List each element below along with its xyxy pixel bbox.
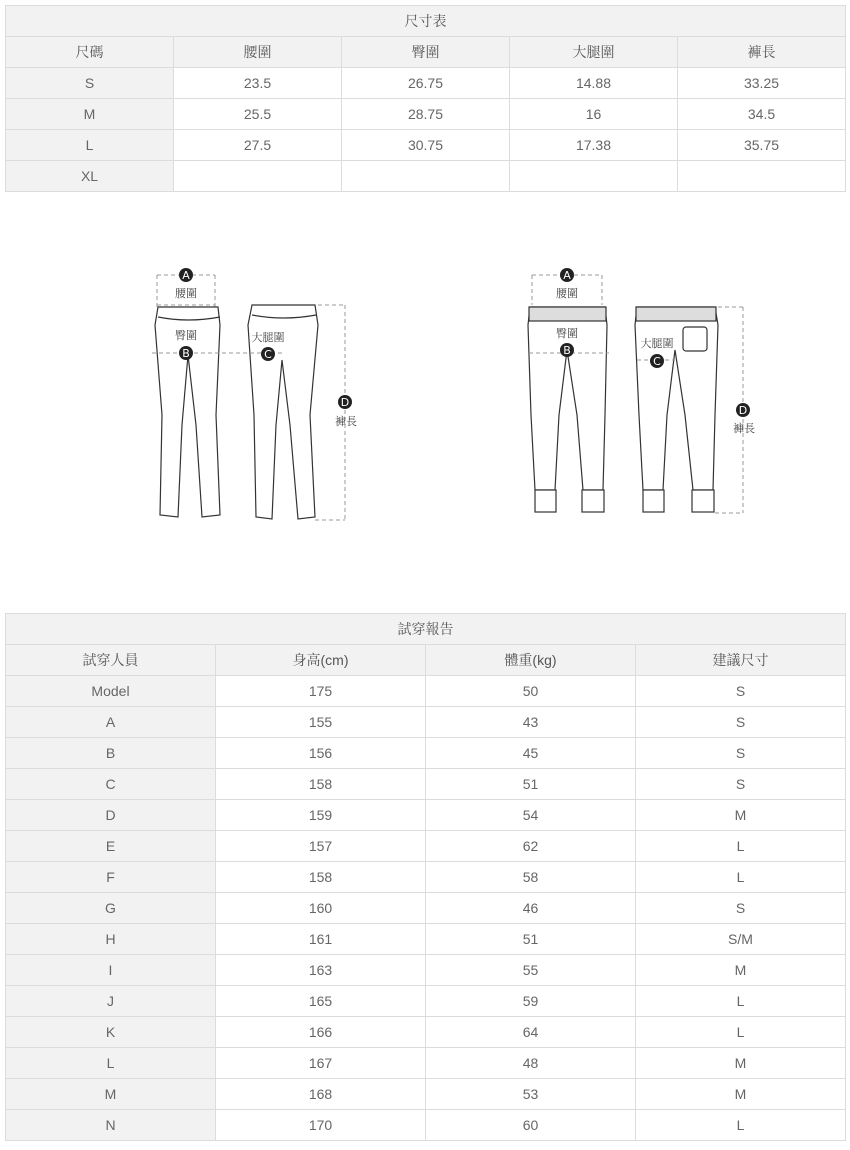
size-cell: S bbox=[636, 893, 846, 924]
weight-cell: 60 bbox=[426, 1110, 636, 1141]
size-cell: L bbox=[636, 862, 846, 893]
height-cell: 158 bbox=[216, 769, 426, 800]
weight-cell: 62 bbox=[426, 831, 636, 862]
length-cell: 34.5 bbox=[678, 99, 846, 130]
table-row bbox=[6, 1110, 846, 1141]
height-cell: 155 bbox=[216, 707, 426, 738]
marker-a-letter: A bbox=[563, 269, 571, 282]
thigh-cell: 16 bbox=[510, 99, 678, 130]
tester-cell: A bbox=[6, 707, 216, 738]
hip-cell bbox=[342, 161, 510, 192]
jogger-illustration bbox=[525, 265, 765, 520]
table-row bbox=[6, 738, 846, 769]
tester-cell: Model bbox=[6, 676, 216, 707]
thigh-cell bbox=[510, 161, 678, 192]
table-row bbox=[6, 893, 846, 924]
header-size: 尺碼 bbox=[6, 37, 174, 68]
size-chart-title-row bbox=[6, 6, 846, 37]
hip-cell: 26.75 bbox=[342, 68, 510, 99]
weight-cell: 55 bbox=[426, 955, 636, 986]
weight-cell: 51 bbox=[426, 769, 636, 800]
height-cell: 167 bbox=[216, 1048, 426, 1079]
height-cell: 157 bbox=[216, 831, 426, 862]
weight-cell: 59 bbox=[426, 986, 636, 1017]
table-row bbox=[6, 161, 846, 192]
leggings-measurement-diagram bbox=[150, 265, 370, 530]
header-weight: 體重(kg) bbox=[426, 645, 636, 676]
height-cell: 175 bbox=[216, 676, 426, 707]
size-cell: L bbox=[6, 130, 174, 161]
size-cell: S bbox=[636, 738, 846, 769]
header-height: 身高(cm) bbox=[216, 645, 426, 676]
table-row bbox=[6, 769, 846, 800]
thigh-cell: 17.38 bbox=[510, 130, 678, 161]
waist-cell: 23.5 bbox=[174, 68, 342, 99]
table-row bbox=[6, 1048, 846, 1079]
height-cell: 163 bbox=[216, 955, 426, 986]
table-row bbox=[6, 986, 846, 1017]
length-cell: 35.75 bbox=[678, 130, 846, 161]
weight-cell: 53 bbox=[426, 1079, 636, 1110]
table-row bbox=[6, 68, 846, 99]
table-row bbox=[6, 831, 846, 862]
height-cell: 168 bbox=[216, 1079, 426, 1110]
thigh-label: 大腿圍 bbox=[251, 331, 285, 344]
size-chart-table bbox=[5, 5, 846, 192]
marker-c bbox=[261, 347, 275, 361]
hip-cell: 30.75 bbox=[342, 130, 510, 161]
size-cell: M bbox=[636, 955, 846, 986]
size-cell: L bbox=[636, 986, 846, 1017]
tester-cell: I bbox=[6, 955, 216, 986]
weight-cell: 43 bbox=[426, 707, 636, 738]
hip-label: 臀圍 bbox=[556, 327, 578, 340]
weight-cell: 54 bbox=[426, 800, 636, 831]
table-row bbox=[6, 800, 846, 831]
waist-cell bbox=[174, 161, 342, 192]
height-cell: 170 bbox=[216, 1110, 426, 1141]
size-cell: L bbox=[636, 1017, 846, 1048]
size-chart-header-row bbox=[6, 37, 846, 68]
header-hip: 臀圍 bbox=[342, 37, 510, 68]
table-row bbox=[6, 862, 846, 893]
header-thigh: 大腿圍 bbox=[510, 37, 678, 68]
size-cell: M bbox=[636, 800, 846, 831]
height-cell: 166 bbox=[216, 1017, 426, 1048]
header-length: 褲長 bbox=[678, 37, 846, 68]
size-cell: S bbox=[636, 707, 846, 738]
marker-c-letter: C bbox=[264, 348, 272, 361]
tester-cell: L bbox=[6, 1048, 216, 1079]
hip-label: 臀圍 bbox=[175, 329, 197, 342]
height-cell: 156 bbox=[216, 738, 426, 769]
length-cell bbox=[678, 161, 846, 192]
marker-c-letter: C bbox=[653, 355, 661, 368]
waist-label: 腰圍 bbox=[175, 287, 197, 300]
table-row bbox=[6, 955, 846, 986]
weight-cell: 48 bbox=[426, 1048, 636, 1079]
marker-d bbox=[736, 403, 750, 417]
table-row bbox=[6, 1079, 846, 1110]
tester-cell: M bbox=[6, 1079, 216, 1110]
size-cell: M bbox=[636, 1079, 846, 1110]
size-cell: XL bbox=[6, 161, 174, 192]
table-row bbox=[6, 676, 846, 707]
header-waist: 腰圍 bbox=[174, 37, 342, 68]
marker-b bbox=[179, 346, 193, 360]
weight-cell: 46 bbox=[426, 893, 636, 924]
size-cell: L bbox=[636, 1110, 846, 1141]
length-cell: 33.25 bbox=[678, 68, 846, 99]
marker-b-letter: B bbox=[182, 347, 190, 360]
length-label: 褲長 bbox=[335, 415, 357, 428]
tester-cell: C bbox=[6, 769, 216, 800]
tester-cell: G bbox=[6, 893, 216, 924]
size-cell: L bbox=[636, 831, 846, 862]
fit-report-header-row bbox=[6, 645, 846, 676]
weight-cell: 45 bbox=[426, 738, 636, 769]
size-cell: S bbox=[636, 676, 846, 707]
fit-report-title: 試穿報告 bbox=[6, 614, 846, 645]
header-recommended-size: 建議尺寸 bbox=[636, 645, 846, 676]
fit-report-table bbox=[5, 613, 846, 1141]
hip-cell: 28.75 bbox=[342, 99, 510, 130]
tester-cell: D bbox=[6, 800, 216, 831]
marker-a bbox=[560, 268, 574, 282]
marker-d-letter: D bbox=[340, 396, 350, 409]
tester-cell: J bbox=[6, 986, 216, 1017]
fit-report-title-row bbox=[6, 614, 846, 645]
size-cell: S bbox=[636, 769, 846, 800]
size-cell: S/M bbox=[636, 924, 846, 955]
size-chart-title: 尺寸表 bbox=[6, 6, 846, 37]
thigh-label: 大腿圍 bbox=[640, 337, 674, 350]
height-cell: 160 bbox=[216, 893, 426, 924]
table-row bbox=[6, 130, 846, 161]
weight-cell: 50 bbox=[426, 676, 636, 707]
marker-d bbox=[338, 395, 352, 409]
tester-cell: K bbox=[6, 1017, 216, 1048]
waist-cell: 27.5 bbox=[174, 130, 342, 161]
marker-b bbox=[560, 343, 574, 357]
marker-a bbox=[179, 268, 193, 282]
size-cell: S bbox=[6, 68, 174, 99]
weight-cell: 64 bbox=[426, 1017, 636, 1048]
marker-b-letter: B bbox=[563, 344, 571, 357]
weight-cell: 58 bbox=[426, 862, 636, 893]
size-cell: M bbox=[6, 99, 174, 130]
tester-cell: E bbox=[6, 831, 216, 862]
length-label: 褲長 bbox=[733, 422, 755, 435]
table-row bbox=[6, 99, 846, 130]
height-cell: 159 bbox=[216, 800, 426, 831]
height-cell: 161 bbox=[216, 924, 426, 955]
marker-a-letter: A bbox=[182, 269, 190, 282]
waist-label: 腰圍 bbox=[556, 287, 578, 300]
tester-cell: N bbox=[6, 1110, 216, 1141]
weight-cell: 51 bbox=[426, 924, 636, 955]
marker-c bbox=[650, 354, 664, 368]
height-cell: 165 bbox=[216, 986, 426, 1017]
size-cell: M bbox=[636, 1048, 846, 1079]
tester-cell: H bbox=[6, 924, 216, 955]
jogger-measurement-diagram bbox=[525, 265, 765, 520]
table-row bbox=[6, 1017, 846, 1048]
waist-cell: 25.5 bbox=[174, 99, 342, 130]
header-tester: 試穿人員 bbox=[6, 645, 216, 676]
table-row bbox=[6, 924, 846, 955]
tester-cell: F bbox=[6, 862, 216, 893]
thigh-cell: 14.88 bbox=[510, 68, 678, 99]
tester-cell: B bbox=[6, 738, 216, 769]
height-cell: 158 bbox=[216, 862, 426, 893]
leggings-illustration bbox=[150, 265, 370, 530]
marker-d-letter: D bbox=[738, 404, 748, 417]
table-row bbox=[6, 707, 846, 738]
